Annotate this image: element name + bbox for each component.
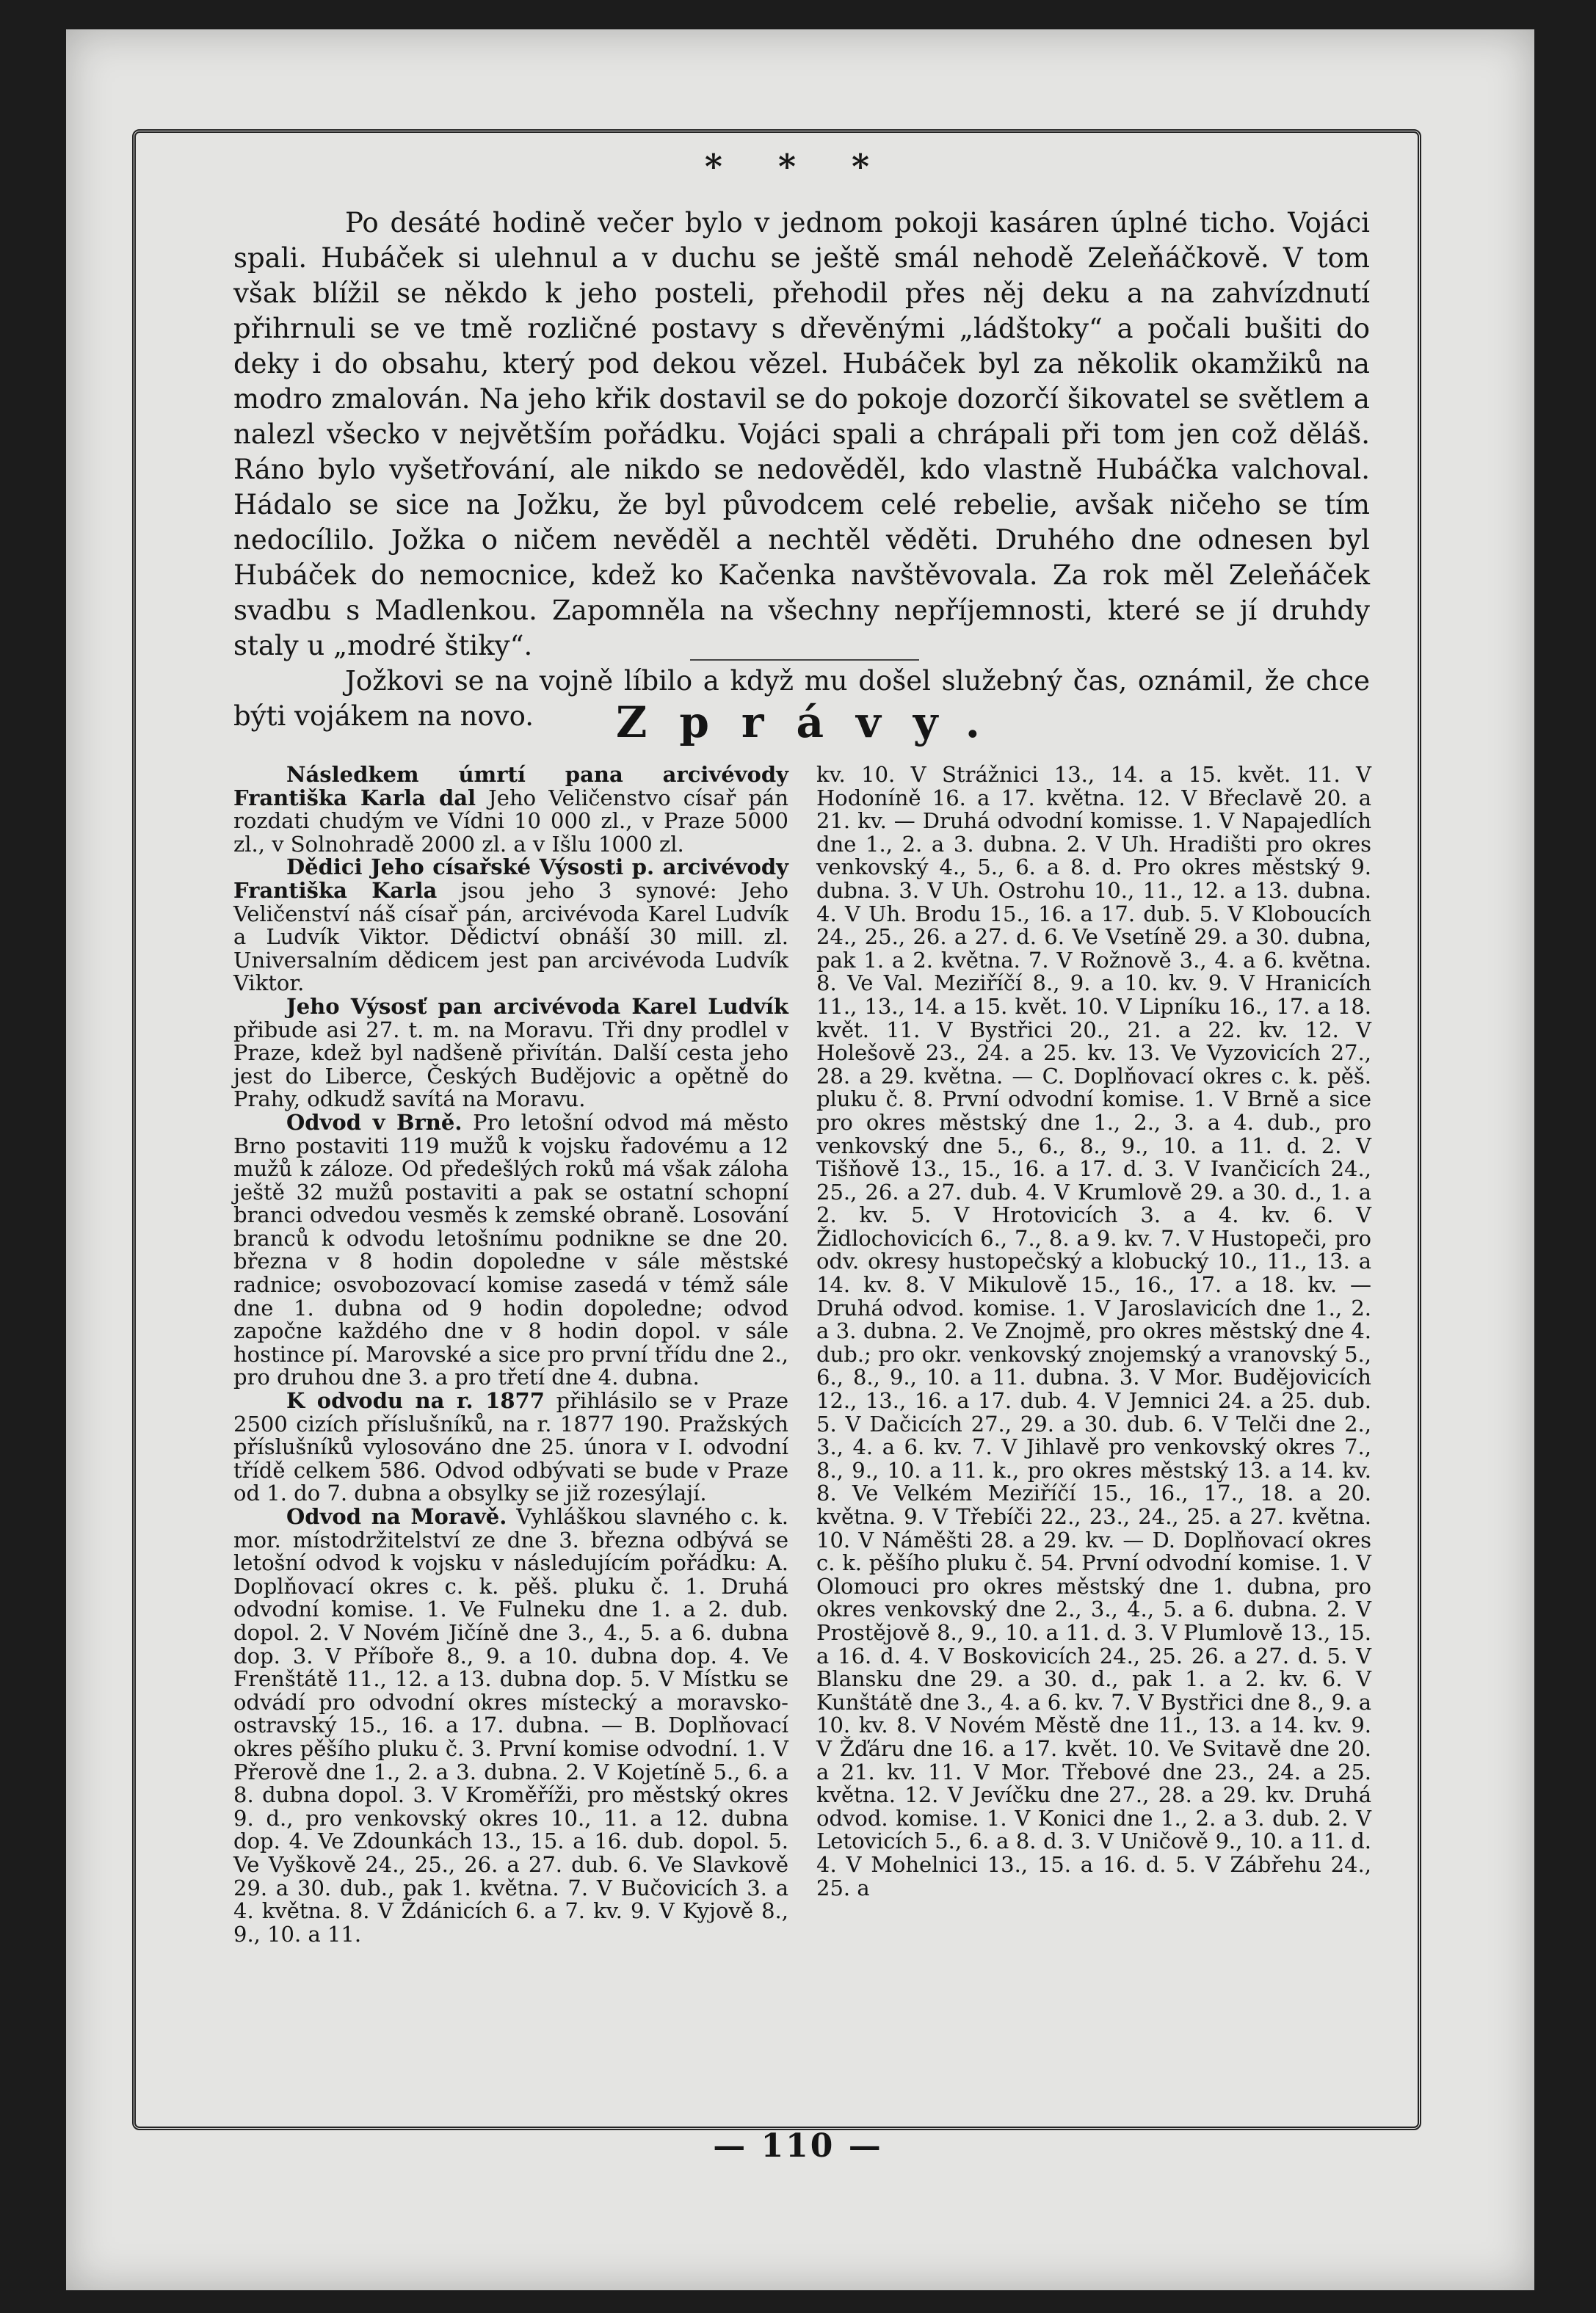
- news-item-text: přihlásilo se v Praze 2500 cizích příslušníků, na r. 1877 190. Pražských příslušníků vylosováno dne 25. února v I. odvodní třídě celkem 586. Odvod odbývati se bude v Praze od 1. do 7. dubna a obsylky se již rozesýlají.: [233, 1388, 788, 1506]
- news-item-lead: Dědici Jeho císařské Výsosti p. arcivévody Františka Karla: [233, 854, 788, 903]
- news-item-lead: Odvod v Brně.: [286, 1109, 463, 1135]
- news-item-text: Pro letošní odvod má město Brno postaviti 119 mužů k vojsku řadovému a 12 mužů k záloze. Od předešlých roků má však záloha ještě 32 mužů postaviti a pak se ostatní schopní branci odvedou vesměs k zemské obraně. Losování branců k odvodu letošnímu podnikne se dne 20. března v 8 hodin dopoledne v sále městské radnice; osvobozovací komise zasedá v témž sále dne 1. dubna od 9 hodin dopoledne; odvod započne každého dne v 8 hodin dopol. v sále hostince pí. Marovské a sice pro první třídu dne 2., pro druhou dne 3. a pro třetí dne 4. dubna.: [233, 1109, 789, 1390]
- news-item-lead: Následkem úmrtí pana arcivévody Františka Karla dal: [233, 762, 788, 810]
- news-item: [233, 856, 788, 995]
- divider-rule: [690, 659, 919, 661]
- news-item-text: Jeho Veličenstvo císař pán rozdati chudým ve Vídni 10 000 zl., v Praze 5000 zl., v Solnohradě 2000 zl. a v Išlu 1000 zl.: [233, 785, 788, 857]
- news-item: [233, 1506, 788, 1946]
- story-text: [233, 206, 1370, 734]
- news-item: [233, 1390, 788, 1506]
- news-heading: Zprávy.: [616, 697, 1012, 747]
- news-item: [233, 995, 788, 1111]
- story-paragraph: Jožkovi se na vojně líbilo a když mu došel služebný čas, oznámil, že chce býti vojákem na novo.: [233, 665, 1370, 732]
- news-item-lead: Jeho Výsosť pan arcivévoda Karel Ludvík: [286, 993, 788, 1019]
- news-item-text: přibude asi 27. t. m. na Moravu. Tři dny prodlel v Praze, kdež byl nadšeně přivítán. Další cesta jeho jest do Liberce, Českých Budějovic a opětně do Prahy, odkudž savítá na Moravu.: [233, 1017, 788, 1112]
- news-item-text: Vyhláškou slavného c. k. mor. místodržitelství ze dne 3. března odbývá se letošní odvod k vojsku v následujícím pořádku: A. Doplňovací okres c. k. pěš. pluku č. 1. Druhá odvodní komise. 1. Ve Fulneku dne 1. a 2. dub. dopol. 2. V Novém Jičíně dne 3., 4., 5. a 6. dubna dop. 3. V Příboře 8., 9. a 10. dubna dop. 4. Ve Frenštátě 11., 12. a 13. dubna dop. 5. V Místku se odvádí pro odvodní okres místecký a moravsko-ostravský 15., 16. a 17. dubna. — B. Doplňovací okres pěšího pluku č. 3. První komise odvodní. 1. V Přerově dne 1., 2. a 3. dubna. 2. V Kojetíně 5., 6. a 8. dubna dopol. 3. V Kroměříži, pro městský okres 9. d., pro venkovský okres 10., 11. a 12. dubna dop. 4. Ve Zdounkách 13., 15. a 16. dub. dopol. 5. Ve Vyškově 24., 25., 26. a 27. dub. 6. Ve Slavkově 29. a 30. dub., pak 1. května. 7. V Bučovicích 3. a 4. května. 8. V Ždánicích 6. a 7. kv. 9. V Kyjově 8., 9., 10. a 11.: [233, 1504, 788, 1947]
- news-item-text: jsou jeho 3 synové: Jeho Veličenství náš císař pán, arcivévoda Karel Ludvík a Ludvík Viktor. Dědictví obnáší 30 mill. zl. Universalním dědicem jest pan arcivévoda Ludvík Viktor.: [233, 877, 788, 996]
- news-item-lead: Odvod na Moravě.: [286, 1504, 507, 1529]
- news-item: [233, 1111, 788, 1390]
- page-number: — 110 —: [713, 2127, 883, 2165]
- news-continuation: kv. 10. V Strážnici 13., 14. a 15. květ. 11. V Hodoníně 16. a 17. května. 12. V Břeclavě 20. a 21. kv. — Druhá odvodní komisse. 1. V Napajedlích dne 1., 2. a 3. dubna. 2. V Uh. Hradišti pro okres venkovský 4., 5., 6. a 8. d. Pro okres městský 9. dubna. 3. V Uh. Ostrohu 10., 11., 12. a 13. dubna. 4. V Uh. Brodu 15., 16. a 17. dub. 5. V Kloboucích 24., 25., 26. a 27. d. 6. Ve Vsetíně 29. a 30. dubna, pak 1. a 2. května. 7. V Rožnově 3., 4. a 6. května. 8. Ve Val. Meziříčí 8., 9. a 10. kv. 9. V Hranicích 11., 13., 14. a 15. květ. 10. V Lipníku 16., 17. a 18. květ. 11. V Bystřici 20., 21. a 22. kv. 12. V Holešově 23., 24. a 25. kv. 13. Ve Vyzovicích 27., 28. a 29. května. — C. Doplňovací okres c. k. pěš. pluku č. 8. První odvodní komise. 1. V Brně a sice pro okres městský dne 1., 2., 3. a 4. dub., pro venkovský dne 5., 6., 8., 9., 10. a 11. d. 2. V Tišňově 13., 15., 16. a 17. d. 3. V Ivančicích 24., 25., 26. a 27. dub. 4. V Krumlově 29. a 30. d., 1. a 2. kv. 5. V Hrotovicích 3. a 4. kv. 6. V Židlochovicích 6., 7., 8. a 9. kv. 7. V Hustopeči, pro odv. okresy hustopečský a klobucký 10., 11., 13. a 14. kv. 8. V Mikulově 15., 16., 17. a 18. kv. — Druhá odvod. komise. 1. V Jaroslavicích dne 1., 2. a 3. dubna. 2. Ve Znojmě, pro okres městský dne 4. dub.; pro okr. venkovský znojemský a vranovský 5., 6., 8., 9., 10. a 11. dubna. 3. V Mor. Budějovicích 12., 13., 16. a 17. dub. 4. V Jemnici 24. a 25. dub. 5. V Dačicích 27., 29. a 30. dub. 6. V Telči dne 2., 3., 4. a 6. kv. 7. V Jihlavě pro venkovský okres 7., 8., 9., 10. a 11. k., pro okres městský 13. a 14. kv. 8. Ve Velkém Meziříčí 15., 16., 17., 18. a 20. května. 9. V Třebíči 22., 23., 24., 25. a 27. května. 10. V Náměšti 28. a 29. kv. — D. Doplňovací okres c. k. pěšího pluku č. 54. První odvodní komise. 1. V Olomouci pro okres městský dne 1. dubna, pro okres venkovský dne 2., 3., 4., 5. a 6. dubna. 2. V Prostějově 8., 9., 10. a 11. d. 3. V Plumlově 13., 15. a 16. d. 4. V Boskovicích 24., 25. 26. a 27. d. 5. V Blansku dne 29. a 30. d., pak 1. a 2. kv. 6. V Kunštátě dne 3., 4. a 6. kv. 7. V Bystřici dne 8., 9. a 10. kv. 8. V Novém Městě dne 11., 13. a 14. kv. 9. V Žďáru dne 16. a 17. květ. 10. Ve Svitavě dne 20. a 21. kv. 11. V Mor. Třebové dne 23., 24. a 25. května. 12. V Jevíčku dne 27., 28. a 29. kv. Druhá odvod. komise. 1. V Konici dne 1., 2. a 3. dub. 2. V Letovicích 5., 6. a 8. d. 3. V Uničově 9., 10. a 11. d. 4. V Mohelnici 13., 15. a 16. d. 5. V Zábřehu 24., 25. a: [816, 762, 1371, 1900]
- news-item-lead: K odvodu na r. 1877: [286, 1388, 545, 1414]
- story-paragraph: Po desáté hodině večer bylo v jednom pokoji kasáren úplné ticho. Vojáci spali. Hubáček si ulehnul a v duchu se ještě smál nehodě Zeleňáčkově. V tom však blížil se někdo k jeho posteli, přehodil přes něj deku a na zahvízdnutí přihrnuli se ve tmě rozličné postavy s dřevěnými „ládštoky“ a počali bušiti do deky i do obsahu, který pod dekou vězel. Hubáček byl za několik okamžiků na modro zmalován. Na jeho křik dostavil se do pokoje dozorčí šikovatel se světlem a nalezl všecko v největším pořádku. Vojáci spali a chrápali při tom jen což děláš. Ráno bylo vyšetřování, ale nikdo se nedověděl, kdo vlastně Hubáčka valchoval. Hádalo se sice na Jožku, že byl původcem celé rebelie, avšak ničeho se tím nedocílilo. Jožka o ničem nevěděl a nechtěl věděti. Druhého dne odnesen byl Hubáček do nemocnice, kdež ko Kačenka navštěvovala. Za rok měl Zeleňáček svadbu s Madlenkou. Zapomněla na všechny nepříjemnosti, které se jí druhdy staly u „modré štiky“.: [233, 207, 1370, 661]
- news-right-column: [816, 763, 1371, 1900]
- news-item: [233, 763, 788, 856]
- news-left-column: [233, 763, 788, 1946]
- section-separator-stars: * * *: [704, 147, 892, 186]
